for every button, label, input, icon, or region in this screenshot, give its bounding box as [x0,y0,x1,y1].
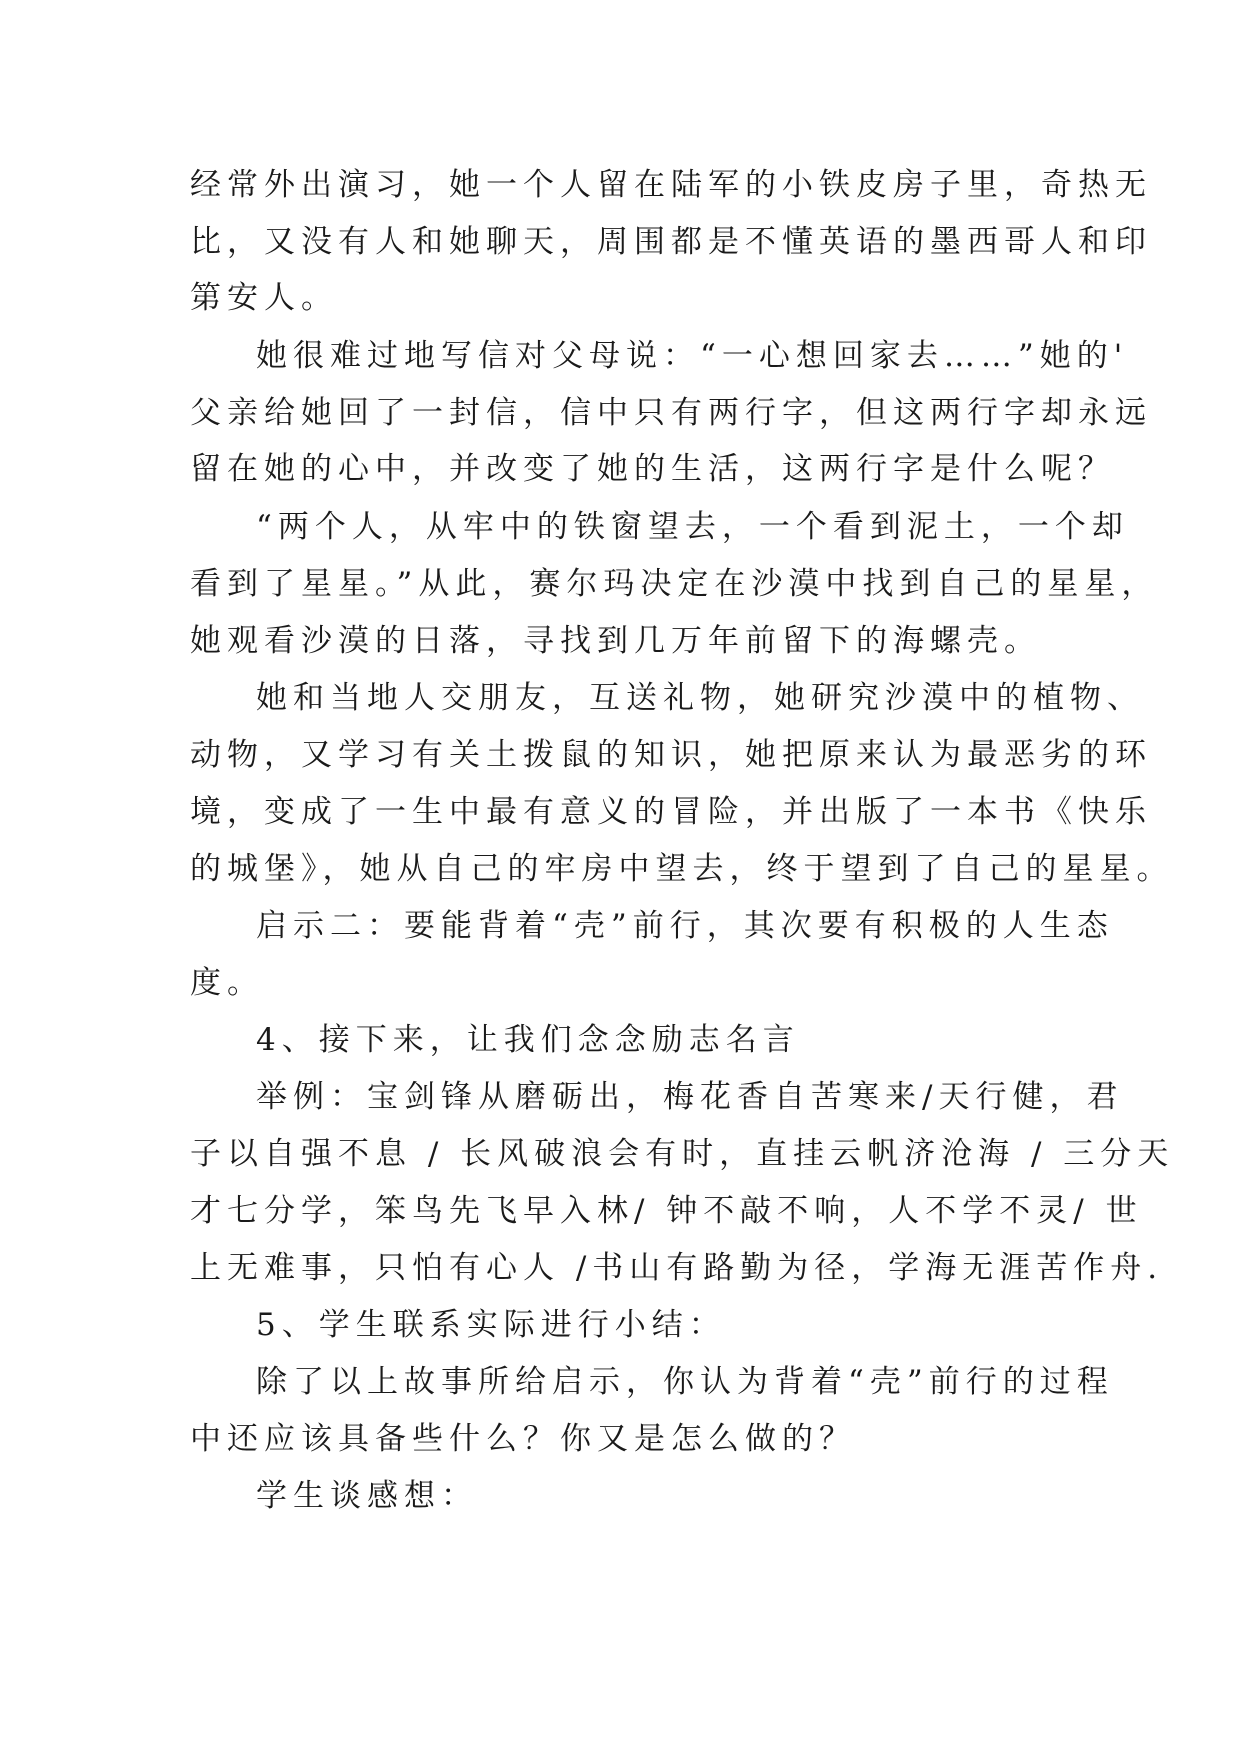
text-line: 度。 [190,965,264,1001]
text-line: 除了以上故事所给启示，你认为背着“壳”前行的过程 [256,1364,1114,1400]
text-line: 动物，又学习有关土拨鼠的知识，她把原来认为最恶劣的环 [190,737,1152,773]
text-line: 第安人。 [190,280,338,316]
text-line: 她和当地人交朋友，互送礼物，她研究沙漠中的植物、 [256,680,1144,716]
text-line: 留在她的心中，并改变了她的生活，这两行字是什么呢？ [190,451,1115,487]
text-line: 中还应该具备些什么？你又是怎么做的？ [190,1421,856,1457]
text-line: 经常外出演习，她一个人留在陆军的小铁皮房子里，奇热无 [190,167,1152,203]
text-line: 境，变成了一生中最有意义的冒险，并出版了一本书《快乐 [190,794,1152,830]
text-line: 她观看沙漠的日落，寻找到几万年前留下的海螺壳。 [190,623,1041,659]
text-line: 看到了星星。”从此，赛尔玛决定在沙漠中找到自己的星星， [190,566,1159,602]
text-line: 她很难过地写信对父母说：“一心想回家去……”她的' [256,338,1129,374]
text-line: “两个人，从牢中的铁窗望去，一个看到泥土，一个却 [256,509,1129,545]
text-line: 父亲给她回了一封信，信中只有两行字，但这两行字却永远 [190,395,1152,431]
text-line: 子以自强不息 / 长风破浪会有时，直挂云帆济沧海 / 三分天 [190,1136,1175,1172]
text-line: 举例：宝剑锋从磨砺出，梅花香自苦寒来/天行健，君 [256,1079,1124,1115]
text-line: 上无难事，只怕有心人 /书山有路勤为径，学海无涯苦作舟. [190,1250,1164,1286]
text-line: 5、学生联系实际进行小结： [256,1307,726,1343]
text-line: 的城堡》，她从自己的牢房中望去，终于望到了自己的星星。 [190,851,1174,887]
text-line: 比，又没有人和她聊天，周围都是不懂英语的墨西哥人和印 [190,224,1152,260]
text-line: 才七分学，笨鸟先飞早入林/ 钟不敲不响，人不学不灵/ 世 [190,1193,1143,1229]
text-line: 启示二：要能背着“壳”前行，其次要有积极的人生态 [256,908,1114,944]
text-line: 4、接下来，让我们念念励志名言 [256,1022,800,1058]
text-line: 学生谈感想： [256,1478,478,1514]
